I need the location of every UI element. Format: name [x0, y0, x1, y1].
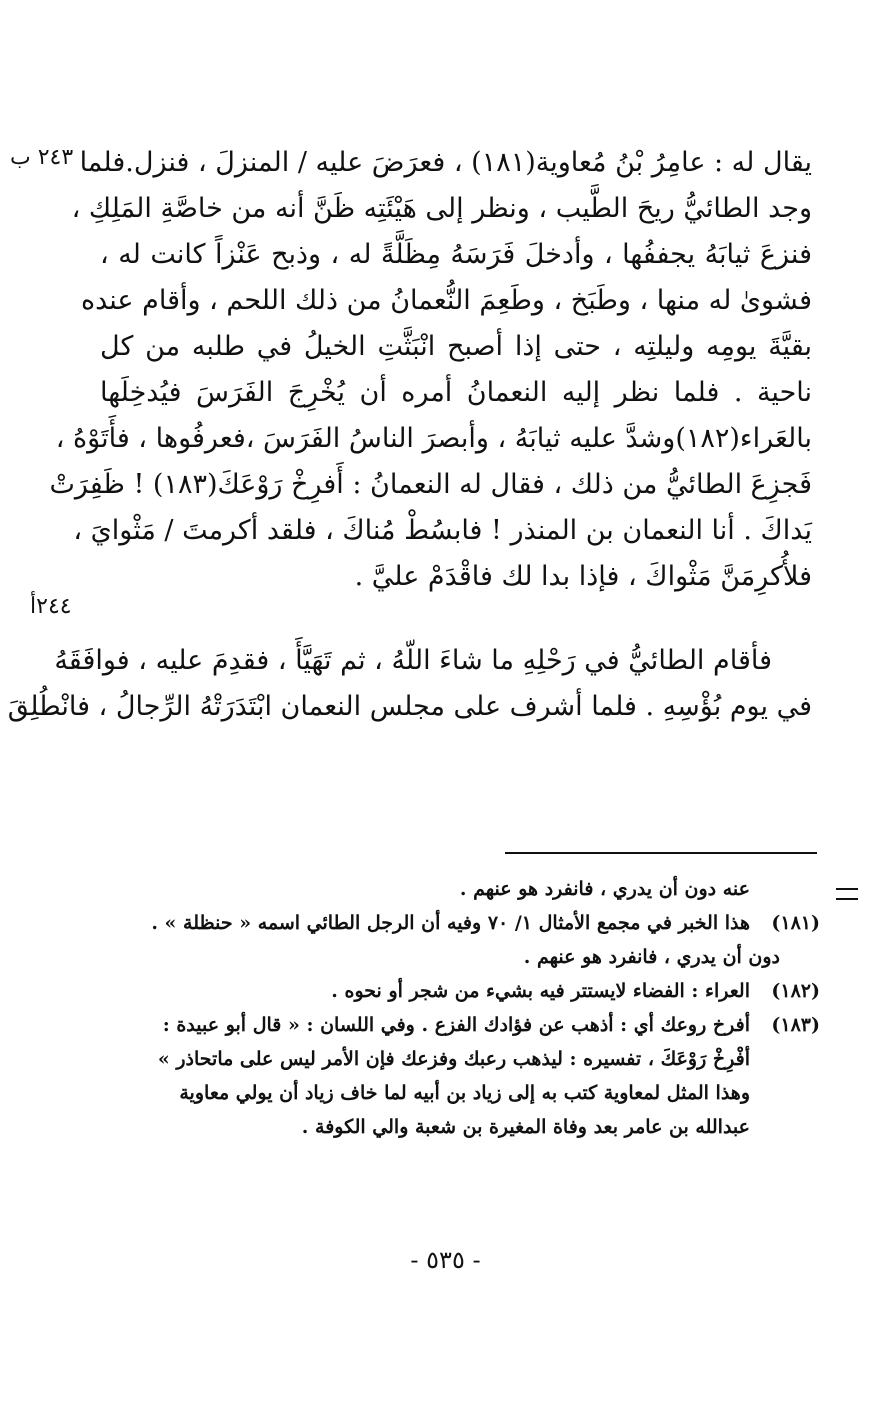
footnote-number: (١٨١) — [771, 912, 820, 934]
paragraph-1 — [49, 140, 812, 600]
footnote-carryover: عنه دون أن يدري ، فانفرد هو عنهم . — [459, 878, 750, 900]
text-line: يقال له : عامِرُ بْنُ مُعاوية(١٨١) ، فعرَضَ عليه / المنزلَ ، فنزل.فلما — [79, 147, 812, 178]
text-line: فنزعَ ثيابَهُ يجففُها ، وأدخلَ فَرَسَهُ مِظَلَّةً له ، وذبح عَنْزاً كانت له ، — [100, 239, 812, 270]
text-line: ناحية . فلما نظر إليه النعمانُ أمره أن يُخْرِجَ الفَرَسَ فيُدخِلَها — [100, 377, 812, 408]
footnote-181 — [100, 906, 820, 940]
footnote-number: (١٨٢) — [771, 980, 820, 1002]
text-line: فلأُكرِمَنَّ مَثْواكَ ، فإذا بدا لك فاقْدَمْ عليَّ . — [354, 561, 812, 592]
paragraph-2 — [7, 638, 812, 730]
text-line: يَداكَ . أنا النعمان بن المنذر ! فابسُطْ مُناكَ ، فلقد أكرمتَ / مَثْوايَ ، — [73, 515, 812, 546]
folio-reference-244a: ٢٤٤أ — [30, 594, 72, 619]
text-line: فشوىٰ له منها ، وطَبَخ ، وطَعِمَ النُّعمانُ من ذلك اللحم ، وأقام عنده — [80, 285, 812, 316]
footnote-line: أفْرِخْ رَوْعَكَ ، تفسيره : ليذهب رعبك وفزعك فإن الأمر ليس على ماتحاذر » — [157, 1048, 750, 1070]
footnote-line: وهذا المثل لمعاوية كتب به إلى زياد بن أبيه لما خاف زياد أن يولي معاوية — [179, 1082, 750, 1104]
footnote-text: هذا الخبر في مجمع الأمثال ١/ ٧٠ وفيه أن الرجل الطائي اسمه « حنظلة » . — [151, 912, 750, 934]
footnote-182 — [100, 974, 820, 1008]
footnote-text: العراء : الفضاء لايستتر فيه بشيء من شجر أو نحوه . — [331, 980, 750, 1002]
footnote-line: عبدالله بن عامر بعد وفاة المغيرة بن شعبة والي الكوفة . — [301, 1116, 750, 1138]
page-number: - ٥٣٥ - — [410, 1246, 481, 1274]
text-line: وجد الطائيُّ ريحَ الطَّيب ، ونظر إلى هَيْئَتِه ظَنَّ أنه من خاصَّةِ المَلِكِ ، — [71, 193, 812, 224]
footnote-separator — [505, 852, 817, 854]
text-line: في يوم بُؤْسِهِ . فلما أشرف على مجلس النعمان ابْتَدَرَتْهُ الرِّجالُ ، فانْطُلِقَ — [7, 691, 812, 722]
footnote-line: دون أن يدري ، فانفرد هو عنهم . — [523, 946, 780, 968]
footnote-183 — [100, 1008, 820, 1042]
footnotes — [100, 872, 820, 1144]
text-line: فَجزِعَ الطائيُّ من ذلك ، فقال له النعمانُ : أَفرِخْ رَوْعَكَ(١٨٣) ! ظَفِرَتْ — [49, 469, 812, 500]
footnote-text: أفرخ روعك أي : أذهب عن فؤادك الفزع . وفي اللسان : « قال أبو عبيدة : — [162, 1014, 750, 1036]
text-line: بقيَّةَ يومِه وليلتِه ، حتى إذا أصبح انْبَثَّتِ الخيلُ في طلبه من كل — [100, 331, 812, 362]
folio-reference-243b: ٢٤٣ ب — [10, 145, 74, 170]
text-line: فأقام الطائيُّ في رَحْلِهِ ما شاءَ اللّهُ ، ثم تَهَيَّأَ ، فقدِمَ عليه ، فوافَقَهُ — [54, 645, 772, 676]
text-line: بالعَراء(١٨٢)وشدَّ عليه ثيابَهُ ، وأبصرَ الناسُ الفَرَسَ ،فعرفُوها ، فأَتَوْهُ ، — [55, 423, 812, 454]
continuation-mark — [836, 888, 858, 900]
footnote-number: (١٨٣) — [771, 1014, 820, 1036]
